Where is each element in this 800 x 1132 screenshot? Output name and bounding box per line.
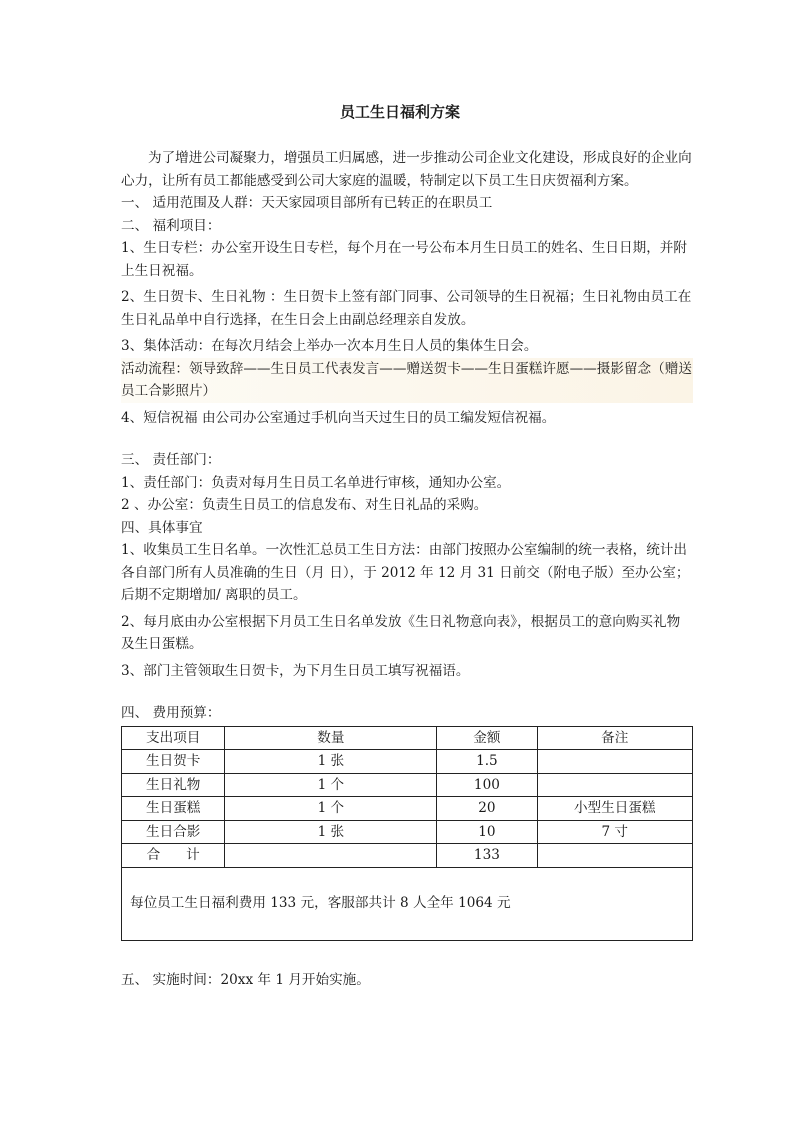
table-row: [122, 797, 693, 821]
table-cell: [537, 750, 693, 774]
section-benefits-heading: 二、 福利项目：: [121, 217, 221, 234]
table-cell: 1 个: [225, 797, 437, 821]
header-cell: 备注: [537, 726, 693, 750]
table-cell: 1 张: [225, 750, 437, 774]
detail-monthly-gift: 2、每月底由办公室根据下月员工生日名单发放《生日礼物意向表》，根据员工的意向购买礼物及生日蛋糕。: [121, 613, 681, 652]
table-cell: [225, 844, 437, 868]
table-cell: 100: [437, 773, 537, 797]
responsibility-dept: 1、责任部门：负责对每月生日员工名单进行审核，通知办公室。: [121, 474, 511, 491]
table-cell: 1 张: [225, 820, 437, 844]
benefit-card-gift: 2、生日贺卡、生日礼物 ：生日贺卡上签有部门同事、公司领导的生日祝福；生日礼物由员工在生日礼品单中自行选择，在生日会上由副总经理亲自发放。: [121, 289, 692, 328]
table-cell: 10: [437, 820, 537, 844]
header-cell: 支出项目: [122, 726, 225, 750]
benefit-birthday-column: 1、生日专栏：办公室开设生日专栏，每个月在一号公布本月生日员工的姓名、生日日期，并附上生日祝福。: [121, 240, 687, 279]
budget-note: 每位员工生日福利费用 133 元，客服部共计 8 人全年 1064 元: [122, 867, 693, 940]
table-row: [122, 773, 693, 797]
table-row: [122, 750, 693, 774]
table-cell: 133: [437, 844, 537, 868]
table-note-row: [122, 867, 693, 940]
responsibility-office: 2 、办公室：负责生日员工的信息发布、对生日礼品的采购。: [121, 497, 488, 513]
detail-collect-list: 1、收集员工生日名单。一次性汇总员工生日方法：由部门按照办公室编制的统一表格，统计出各自部门所有人员准确的生日（月 日），于 2012 年 12 月 31 日前交（附电子版）至办公室；后期不定期增加/ 离职的员工。: [121, 542, 690, 603]
header-cell: 金额: [437, 726, 537, 750]
table-total-row: [122, 844, 693, 868]
document-title: 员工生日福利方案: [339, 103, 460, 121]
section-budget-heading: 四、 费用预算：: [121, 705, 221, 721]
activity-flow: 活动流程：领导致辞——生日员工代表发言——赠送贺卡——生日蛋糕许愿——摄影留念（赠送员工合影照片）: [121, 358, 693, 403]
document-body: [121, 147, 693, 991]
table-cell: 生日贺卡: [122, 750, 225, 774]
table-cell: [537, 844, 693, 868]
benefit-sms: 4、短信祝福 由公司办公室通过手机向当天过生日的员工编发短信祝福。: [121, 409, 556, 426]
table-cell: 1.5: [437, 750, 537, 774]
table-cell: 小型生日蛋糕: [537, 797, 693, 821]
table-header-row: [122, 726, 693, 750]
table-cell: 1 个: [225, 773, 437, 797]
intro-paragraph: 为了增进公司凝聚力，增强员工归属感，进一步推动公司企业文化建设，形成良好的企业向心力，让所有员工都能感受到公司大家庭的温暖，特制定以下员工生日庆贺福利方案。: [121, 150, 692, 189]
section-scope: 一、 适用范围及人群：天天家园项目部所有已转正的在职员工: [121, 195, 493, 211]
table-cell: 7 寸: [537, 820, 693, 844]
section-details-heading: 四、具体事宜: [121, 519, 203, 536]
table-cell: 合 计: [122, 844, 225, 868]
table-cell: 20: [437, 797, 537, 821]
section-implementation: 五、 实施时间：20xx 年 1 月开始实施。: [121, 971, 370, 988]
budget-table: [121, 726, 693, 941]
table-cell: [537, 773, 693, 797]
detail-card-writing: 3、部门主管领取生日贺卡，为下月生日员工填写祝福语。: [121, 662, 470, 679]
section-responsibility-heading: 三、 责任部门：: [121, 452, 221, 468]
table-cell: 生日合影: [122, 820, 225, 844]
header-cell: 数量: [225, 726, 437, 750]
benefit-group-activity: 3、集体活动：在每次月结会上举办一次本月生日人员的集体生日会。: [121, 338, 538, 354]
table-cell: 生日礼物: [122, 773, 225, 797]
table-row: [122, 820, 693, 844]
table-cell: 生日蛋糕: [122, 797, 225, 821]
